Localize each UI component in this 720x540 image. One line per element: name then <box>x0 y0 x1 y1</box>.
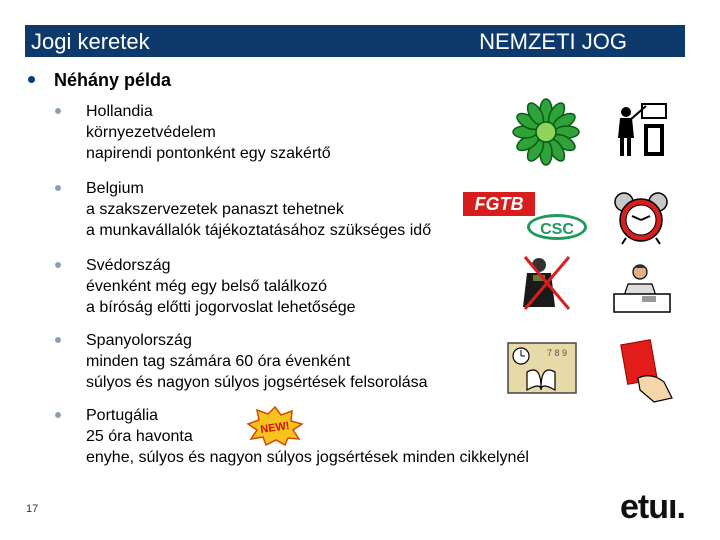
item-line: súlyos és nagyon súlyos jogsértések felsorolása <box>86 374 428 391</box>
item-line: évenként még egy belső találkozó <box>86 278 328 295</box>
item-line: Spanyolország <box>86 332 192 349</box>
item-line: enyhe, súlyos és nagyon súlyos jogsértések minden cikkelynél <box>86 449 529 466</box>
header-title-right: NEMZETI JOG <box>479 29 627 54</box>
item-line: a munkavállalók tájékoztatásához szükséges idő <box>86 222 432 239</box>
new-badge <box>246 406 304 446</box>
page-number: 17 <box>26 503 39 515</box>
item-line: Svédország <box>86 257 171 274</box>
slide-header <box>25 25 685 57</box>
green-flower-icon <box>512 98 580 166</box>
bullet-icon <box>28 76 35 83</box>
crossed-judge-icon <box>515 253 575 313</box>
new-badge-label: NEW! <box>259 420 291 436</box>
calendar-book-icon <box>507 342 577 394</box>
etui-logo: etuı. <box>620 488 685 526</box>
item-line: Belgium <box>86 180 144 197</box>
item-line: napirendi pontonként egy szakértő <box>86 145 331 162</box>
item-line: a szakszervezetek panaszt tehetnek <box>86 201 344 218</box>
red-card-icon <box>618 338 674 404</box>
item-line: a bíróság előtti jogorvoslat lehetősége <box>86 299 356 316</box>
alarm-clock-icon <box>610 190 672 246</box>
item-line: környezetvédelem <box>86 124 216 141</box>
bullet-icon <box>55 337 61 343</box>
new-starburst-icon <box>246 406 304 446</box>
bullet-icon <box>55 185 61 191</box>
item-line: Hollandia <box>86 103 153 120</box>
item-line: 25 óra havonta <box>86 428 193 445</box>
presenter-icon <box>612 98 670 160</box>
item-line: Portugália <box>86 407 159 424</box>
main-bullet-label: Néhány példa <box>54 70 172 90</box>
fgtb-logo: FGTB <box>463 192 535 216</box>
csc-logo: CSC <box>527 214 587 240</box>
bullet-icon <box>55 412 61 418</box>
bullet-icon <box>55 262 61 268</box>
bullet-icon <box>55 108 61 114</box>
item-line: minden tag számára 60 óra évenként <box>86 353 351 370</box>
person-at-desk-icon <box>612 262 672 314</box>
header-title-left: Jogi keretek <box>31 29 150 54</box>
svg-text:7 8 9: 7 8 9 <box>547 348 568 358</box>
